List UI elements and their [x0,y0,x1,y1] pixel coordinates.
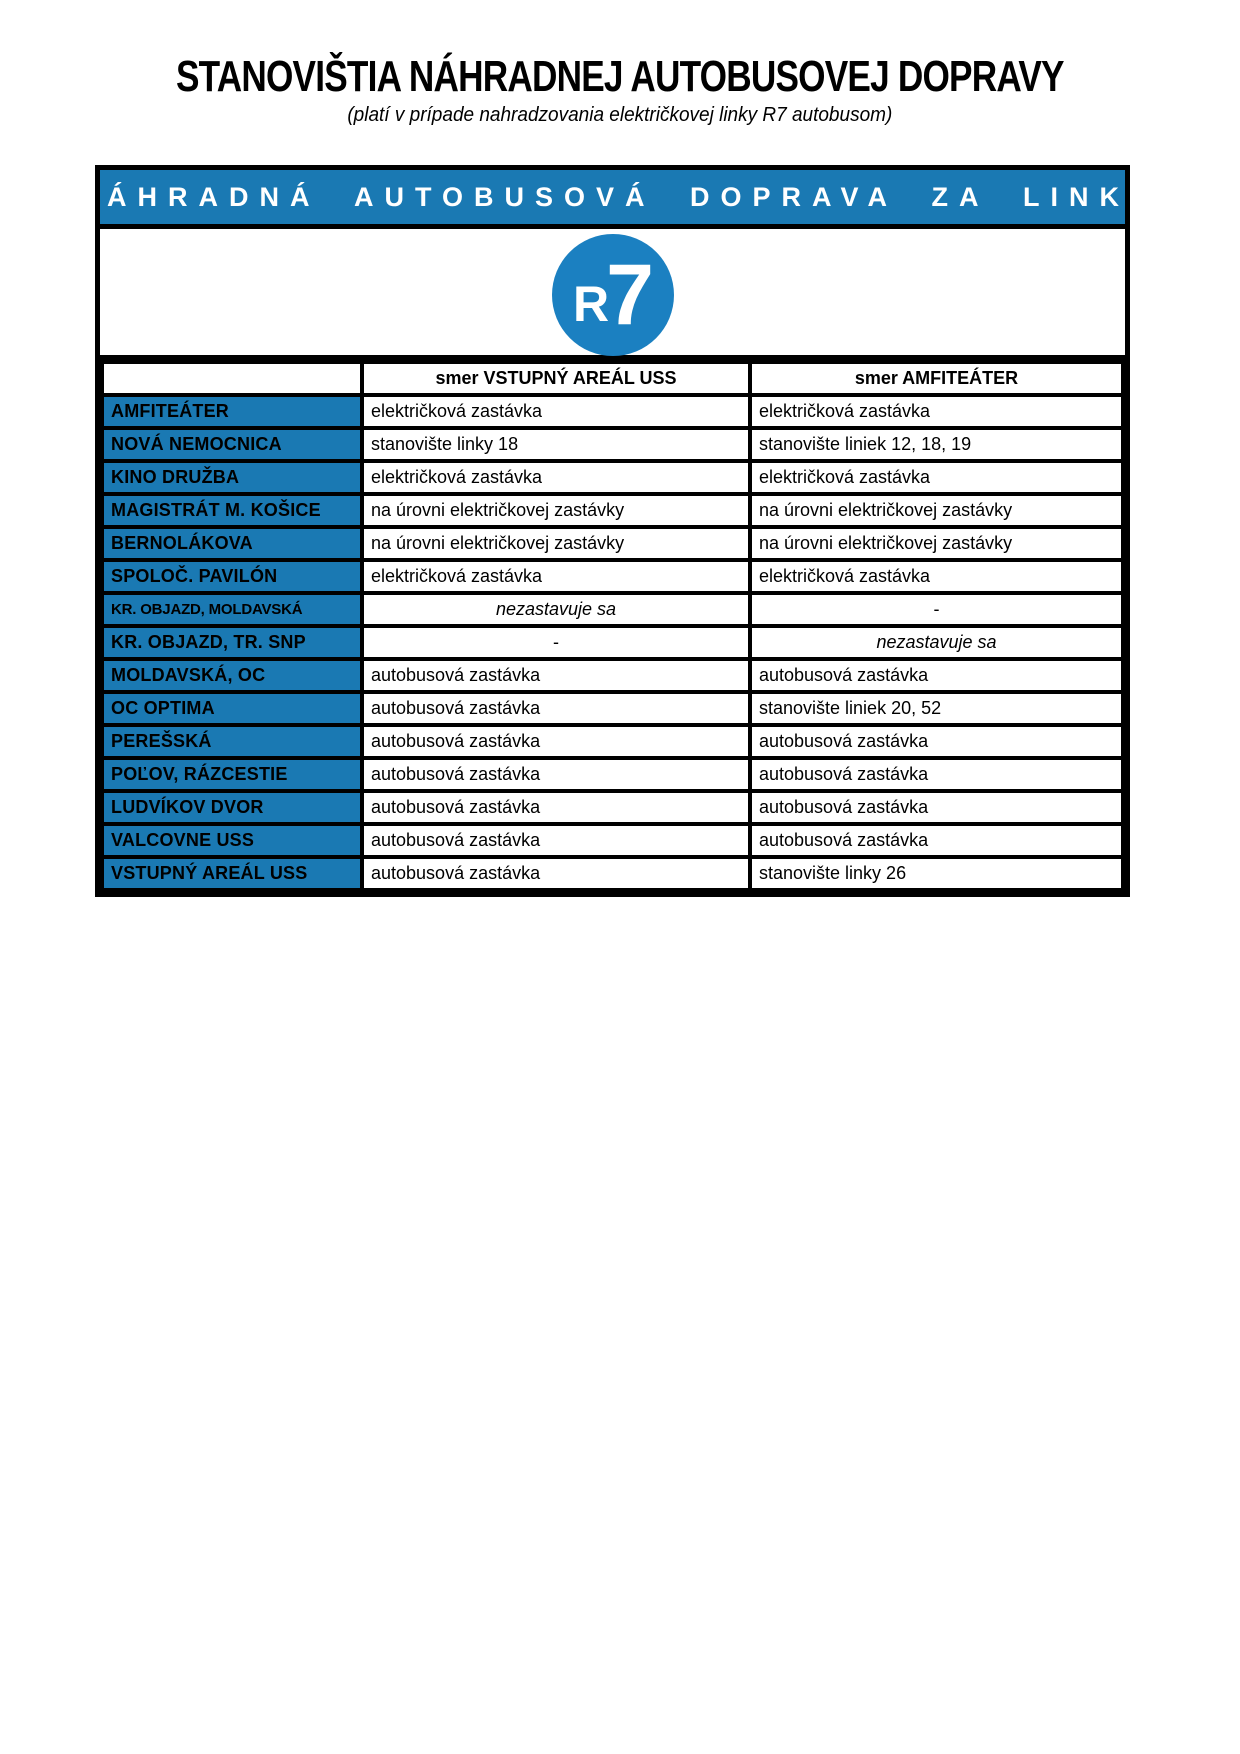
direction-cell: nezastavuje sa [362,593,750,626]
direction-cell: na úrovni električkovej zastávky [750,494,1123,527]
direction-cell: stanovište liniek 20, 52 [750,692,1123,725]
line-r7-badge-icon [552,234,674,356]
direction-cell: nezastavuje sa [750,626,1123,659]
direction-cell: stanovište linky 18 [362,428,750,461]
table-row [102,527,1123,560]
stops-table [100,360,1125,892]
table-row [102,758,1123,791]
direction-cell: autobusová zastávka [362,659,750,692]
direction-cell: stanovište liniek 12, 18, 19 [750,428,1123,461]
table-header-row [102,362,1123,395]
stop-name-cell: NOVÁ NEMOCNICA [102,428,362,461]
stop-name-cell: MOLDAVSKÁ, OC [102,659,362,692]
stop-name-cell: AMFITEÁTER [102,395,362,428]
table-row [102,626,1123,659]
stop-name-cell: BERNOLÁKOVA [102,527,362,560]
page-title-text: STANOVIŠTIA NÁHRADNEJ AUTOBUSOVEJ DOPRAVY [176,52,1064,101]
table-row [102,824,1123,857]
direction-cell: električková zastávka [362,560,750,593]
stops-table-body [102,362,1123,890]
stop-name-cell: POĽOV, RÁZCESTIE [102,758,362,791]
direction-cell: autobusová zastávka [362,857,750,890]
stop-name-cell: KINO DRUŽBA [102,461,362,494]
direction-cell: - [362,626,750,659]
table-row [102,395,1123,428]
direction-cell: autobusová zastávka [750,725,1123,758]
direction-cell: autobusová zastávka [362,725,750,758]
stop-name-cell: KR. OBJAZD, TR. SNP [102,626,362,659]
direction-cell: električková zastávka [750,395,1123,428]
direction-cell: na úrovni električkovej zastávky [750,527,1123,560]
page-subtitle [0,104,1240,127]
table-row [102,593,1123,626]
direction-cell: - [750,593,1123,626]
page-title [0,52,1240,102]
direction-cell: autobusová zastávka [362,791,750,824]
table-row [102,461,1123,494]
stop-name-cell: OC OPTIMA [102,692,362,725]
direction-cell: autobusová zastávka [750,659,1123,692]
direction-cell: električková zastávka [750,461,1123,494]
table-row [102,560,1123,593]
header-cell-empty [102,362,362,395]
banner-text: NÁHRADNÁ AUTOBUSOVÁ DOPRAVA ZA LINKU [76,181,1161,212]
stop-name-cell: VALCOVNE USS [102,824,362,857]
line-logo-area [100,229,1125,360]
stop-name-cell: KR. OBJAZD, MOLDAVSKÁ [102,593,362,626]
stop-name-cell: SPOLOČ. PAVILÓN [102,560,362,593]
table-row [102,692,1123,725]
line-badge-letter: R [573,276,608,332]
direction-cell: stanovište linky 26 [750,857,1123,890]
table-row [102,494,1123,527]
direction-cell: autobusová zastávka [750,758,1123,791]
notice-frame [76,165,1161,897]
direction-cell: autobusová zastávka [362,824,750,857]
stop-name-cell: LUDVÍKOV DVOR [102,791,362,824]
direction-cell: autobusová zastávka [362,758,750,791]
direction-cell: električková zastávka [362,461,750,494]
table-row [102,725,1123,758]
direction-cell: autobusová zastávka [750,824,1123,857]
header-cell-direction-2: smer AMFITEÁTER [750,362,1123,395]
header-cell-direction-1: smer VSTUPNÝ AREÁL USS [362,362,750,395]
stop-name-cell: VSTUPNÝ AREÁL USS [102,857,362,890]
table-row [102,428,1123,461]
line-badge-number: 7 [606,247,652,343]
direction-cell: na úrovni električkovej zastávky [362,527,750,560]
table-row [102,659,1123,692]
direction-cell: električková zastávka [750,560,1123,593]
stop-name-cell: MAGISTRÁT M. KOŠICE [102,494,362,527]
direction-cell: električková zastávka [362,395,750,428]
banner [76,170,1161,229]
direction-cell: na úrovni električkovej zastávky [362,494,750,527]
direction-cell: autobusová zastávka [750,791,1123,824]
table-row [102,857,1123,890]
stop-name-cell: PEREŠSKÁ [102,725,362,758]
table-row [102,791,1123,824]
direction-cell: autobusová zastávka [362,692,750,725]
page-subtitle-text: (platí v prípade nahradzovania električkovej linky R7 autobusom) [347,104,893,126]
